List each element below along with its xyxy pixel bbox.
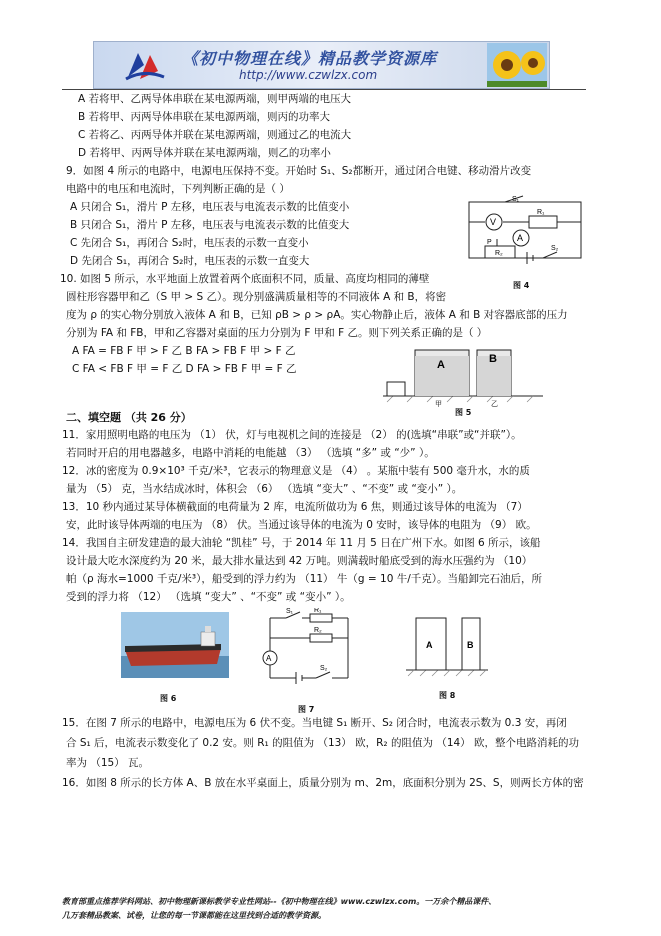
section-heading-fill-in: 二、填空题 （共 26 分） (66, 411, 192, 424)
banner-url: http://www.czwlzx.com (239, 68, 378, 82)
fig7-s1-label: S₁ (286, 608, 294, 615)
fig8-a-label: A (426, 640, 433, 650)
question-13-text: 13．10 秒内通过某导体横截面的电荷量为 2 库，电流所做功为 6 焦，则通过该导体的电流为 （7） (62, 501, 528, 513)
site-logo (122, 47, 166, 83)
fig8-b-label: B (467, 640, 474, 650)
banner-title: 《初中物理在线》精品教学资源库 (182, 49, 438, 68)
question-15-text: 15．在图 7 所示的电路中，电源电压为 6 伏不变。当电键 S₁ 断开、S₂ 闭合时，电流表示数为 0.3 安，再闭 (62, 717, 567, 729)
figure-6-tanker-photo (121, 612, 229, 678)
question-10-text: 10. 如图 5 所示，水平地面上放置着两个底面积不同，质量、高度均相同的薄壁 (60, 273, 430, 285)
header-banner (93, 41, 550, 89)
fig5-a-label: A (437, 359, 445, 371)
question-12-text: 12．冰的密度为 0.9×10³ 千克/米³，它表示的物理意义是 （4） 。某瓶中装有 500 毫升水，水的质 (62, 465, 530, 477)
header-rule (62, 89, 586, 90)
fig7-r1-label: R₁ (314, 608, 322, 614)
question-11-text-2: 若同时开启的用电器越多，电路中消耗的电能越 （3） （选填 “多” 或 “少” ）。 (66, 447, 435, 459)
figure-4-circuit (465, 192, 585, 272)
footer-line-1: 教育部重点推荐学科网站、初中物理新课标教学专业性网站--《初中物理在线》www.czwlzx.com。一万余个精品课件、 (62, 897, 497, 906)
question-16-text: 16．如图 8 所示的长方体 A、B 放在水平桌面上，质量分别为 m、2m，底面积分别为 2S、S，则两长方体的密 (62, 777, 584, 789)
fig5-jia-label: 甲 (435, 401, 442, 408)
figure-7-caption: 图 7 (298, 705, 315, 714)
question-10-text-2: 圆柱形容器甲和乙（S 甲 > S 乙）。现分别盛满质量相等的不同液体 A 和 B，将密 (66, 291, 447, 303)
question-14-text-4: 受到的浮力将 （12） （选填 “变大” 、“不变” 或 “变小” ）。 (66, 591, 351, 603)
question-15-text-3: 率为 （15） 瓦。 (66, 757, 150, 769)
fig4-p-label: P (487, 239, 492, 246)
figure-5-caption: 图 5 (455, 408, 472, 417)
fig7-s2-label: S₂ (320, 665, 328, 672)
fig5-yi-label: 乙 (491, 401, 498, 408)
fig4-r2-label: R₂ (495, 250, 503, 257)
option-a-q9: A 只闭合 S₁，滑片 P 左移，电压表与电流表示数的比值变小 (70, 201, 350, 213)
option-d-q9: D 先闭合 S₁，再闭合 S₂时，电压表的示数一直变大 (70, 255, 310, 267)
footer-line-2: 几万套精品教案、试卷，让您的每一节课都能在这里找到合适的教学资源。 (62, 911, 326, 920)
question-14-text: 14．我国自主研发建造的最大油轮 “凯桂” 号，于 2014 年 11 月 5 日在广州下水。如图 6 所示，该船 (62, 537, 541, 549)
sunflower-image (487, 43, 547, 87)
question-10-text-3: 度为 ρ 的实心物分别放入液体 A 和 B，已知 ρB > ρ > ρA。实心物静止后，液体 A 和 B 对容器底部的压力 (66, 309, 568, 321)
options-ab-q10: A FA = FB F 甲 > F 乙 B FA > FB F 甲 > F 乙 (72, 345, 296, 357)
option-b-q9: B 只闭合 S₁，滑片 P 左移，电压表与电流表示数的比值变大 (70, 219, 350, 231)
option-c-q8: C 若将乙、丙两导体并联在某电源两端，则通过乙的电流大 (78, 129, 352, 141)
fig4-r1-label: R₁ (537, 209, 545, 216)
fig4-v-label: V (490, 217, 497, 227)
option-a-q8: A 若将甲、乙两导体串联在某电源两端，则甲两端的电压大 (78, 93, 352, 105)
fig5-b-label: B (489, 353, 497, 365)
fig4-s2-label: S₂ (551, 245, 559, 252)
option-b-q8: B 若将甲、丙两导体串联在某电源两端，则丙的功率大 (78, 111, 331, 123)
question-11-text: 11．家用照明电路的电压为 （1） 伏，灯与电视机之间的连接是 （2） 的(选填“串联”或“并联”）。 (62, 429, 522, 441)
figure-8-caption: 图 8 (439, 691, 456, 700)
question-13-text-2: 安，此时该导体两端的电压为 （8） 伏。当通过该导体的电流为 0 安时，该导体的电阻为 （9） 欧。 (66, 519, 537, 531)
question-14-text-3: 帕（ρ 海水=1000 千克/米³），船受到的浮力约为 （11） 牛（g = 10 牛/千克）。当船卸完石油后，所 (66, 573, 543, 585)
question-15-text-2: 合 S₁ 后，电流表示数变化了 0.2 安。则 R₁ 的阻值为 （13） 欧，R₂ 的阻值为 （14） 欧，整个电路消耗的功 (66, 737, 580, 749)
options-cd-q10: C FA < FB F 甲 = F 乙 D FA > FB F 甲 = F 乙 (72, 363, 297, 375)
figure-7-circuit (256, 608, 356, 686)
option-c-q9: C 先闭合 S₁，再闭合 S₂时，电压表的示数一直变小 (70, 237, 309, 249)
fig7-a-label: A (266, 654, 272, 663)
question-10-text-4: 分别为 FA 和 FB，甲和乙容器对桌面的压力分别为 F 甲和 F 乙。则下列关系正确的是（ ） (66, 327, 488, 339)
question-12-text-2: 量为 （5） 克，当水结成冰时，体积会 （6） （选填 “变大” 、“不变” 或 “变小” ）。 (66, 483, 463, 495)
fig7-r2-label: R₂ (314, 627, 322, 634)
fig4-a-label: A (517, 233, 524, 243)
figure-6-caption: 图 6 (160, 694, 177, 703)
figure-8-blocks (406, 612, 488, 684)
option-d-q8: D 若将甲、丙两导体并联在某电源两端，则乙的功率小 (78, 147, 331, 159)
question-9-text: 9．如图 4 所示的电路中，电源电压保持不变。开始时 S₁、S₂都断开，通过闭合电键、移动滑片改变 (66, 165, 532, 177)
question-14-text-2: 设计最大吃水深度约为 20 米，最大排水量达到 42 万吨。则满载时船底受到的海水压强约为 （10） (66, 555, 533, 567)
figure-4-caption: 图 4 (513, 281, 530, 290)
fig4-s1-label: S₁ (512, 196, 520, 203)
question-9-text-2: 电路中的电压和电流时，下列判断正确的是（ ） (66, 183, 290, 195)
figure-5-containers (383, 344, 543, 408)
